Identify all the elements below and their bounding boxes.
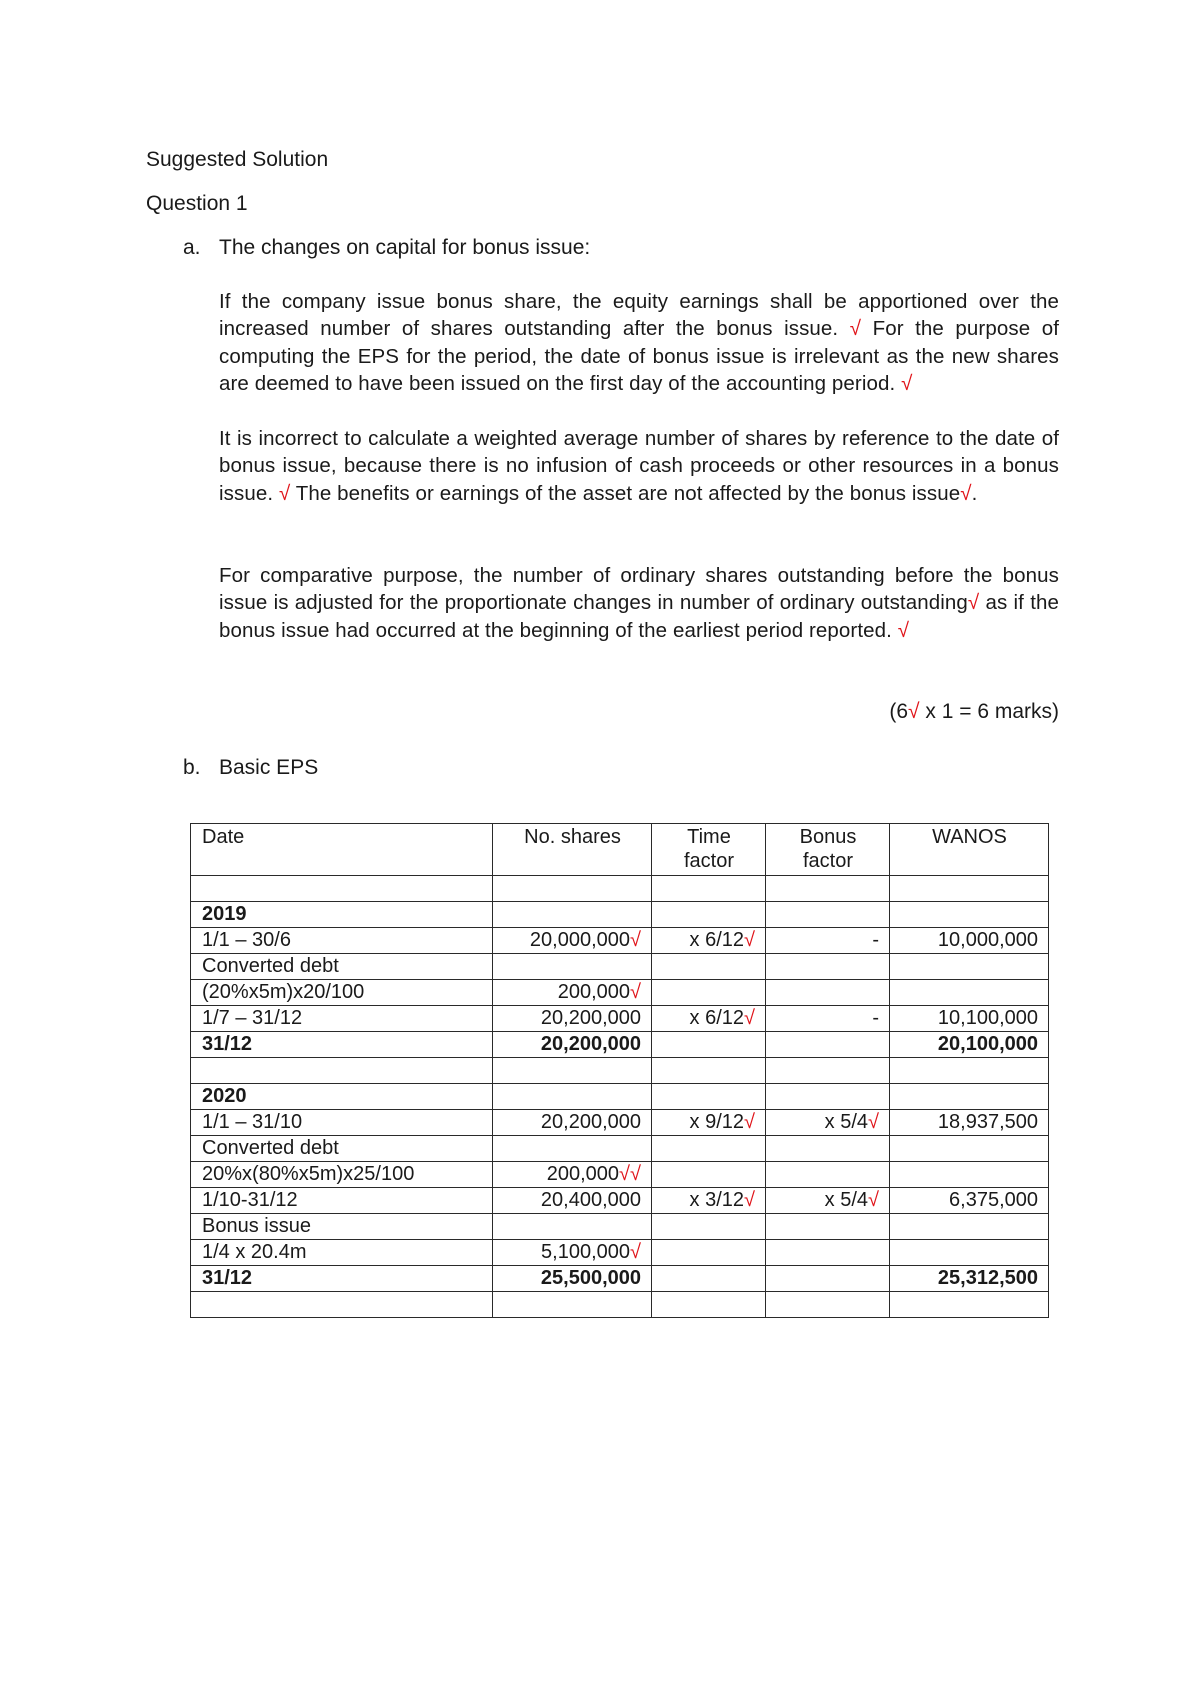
cell-bonus-factor bbox=[766, 1136, 890, 1162]
cell-value: x 3/12 bbox=[689, 1189, 745, 1211]
cell-value: 1/10-31/12 bbox=[202, 1189, 298, 1211]
cell-value: 2020 bbox=[202, 1085, 247, 1107]
cell-value: 20%x(80%x5m)x25/100 bbox=[202, 1163, 415, 1185]
cell-wanos bbox=[890, 1214, 1049, 1240]
cell-shares bbox=[493, 1058, 652, 1084]
cell-date bbox=[191, 1058, 493, 1084]
cell-value: 20,200,000 bbox=[540, 1033, 641, 1055]
tick-mark-icon: √ bbox=[630, 1241, 641, 1263]
cell-shares bbox=[493, 1084, 652, 1110]
cell-value: x 9/12 bbox=[689, 1111, 745, 1133]
cell-wanos bbox=[890, 1058, 1049, 1084]
cell-value: 1/4 x 20.4m bbox=[202, 1241, 307, 1263]
header-bonus-factor: Bonus factor bbox=[766, 824, 890, 876]
cell-bonus-factor bbox=[766, 1058, 890, 1084]
cell-wanos bbox=[890, 954, 1049, 980]
part-a-paragraph-2 bbox=[219, 425, 1059, 507]
cell-value: 31/12 bbox=[202, 1033, 253, 1055]
tick-mark-icon: √ bbox=[630, 1163, 641, 1185]
cell-value: 20,000,000 bbox=[529, 929, 631, 951]
cell-time-factor bbox=[652, 1006, 766, 1032]
cell-wanos bbox=[890, 1136, 1049, 1162]
cell-date bbox=[191, 902, 493, 928]
cell-shares bbox=[493, 954, 652, 980]
part-a-marks bbox=[889, 698, 1059, 725]
cell-value: 20,400,000 bbox=[540, 1189, 641, 1211]
cell-value: - bbox=[872, 929, 879, 951]
cell-wanos bbox=[890, 1084, 1049, 1110]
text-run: x 1 = 6 marks) bbox=[919, 700, 1059, 723]
table-row bbox=[191, 876, 1049, 902]
cell-time-factor bbox=[652, 1136, 766, 1162]
tick-mark-icon: √ bbox=[868, 1189, 879, 1211]
text-run: . bbox=[971, 481, 978, 505]
cell-date bbox=[191, 1136, 493, 1162]
cell-value: x 6/12 bbox=[689, 1007, 745, 1029]
cell-date bbox=[191, 1110, 493, 1136]
cell-value: Converted debt bbox=[202, 955, 339, 977]
cell-shares bbox=[493, 928, 652, 954]
table-row bbox=[191, 1214, 1049, 1240]
cell-time-factor bbox=[652, 1266, 766, 1292]
cell-wanos bbox=[890, 1006, 1049, 1032]
table-header-row bbox=[191, 824, 1049, 876]
cell-shares bbox=[493, 1162, 652, 1188]
cell-time-factor bbox=[652, 1110, 766, 1136]
cell-bonus-factor bbox=[766, 1188, 890, 1214]
cell-date bbox=[191, 876, 493, 902]
table-row bbox=[191, 954, 1049, 980]
cell-bonus-factor bbox=[766, 954, 890, 980]
cell-value: 10,000,000 bbox=[937, 929, 1038, 951]
cell-time-factor bbox=[652, 902, 766, 928]
cell-time-factor bbox=[652, 1240, 766, 1266]
cell-value: 1/1 – 30/6 bbox=[202, 929, 291, 951]
tick-mark-icon: √ bbox=[744, 1007, 755, 1029]
part-b-title: Basic EPS bbox=[219, 756, 319, 779]
cell-time-factor bbox=[652, 980, 766, 1006]
tick-mark-icon: √ bbox=[908, 700, 920, 723]
cell-shares bbox=[493, 876, 652, 902]
tick-mark-icon: √ bbox=[619, 1163, 631, 1185]
cell-date bbox=[191, 1162, 493, 1188]
cell-date bbox=[191, 1266, 493, 1292]
text-run: as if the bonus issue had occurred at the beginning of the earliest period reported. bbox=[219, 591, 1059, 642]
document-heading: Suggested Solution bbox=[146, 148, 329, 171]
cell-wanos bbox=[890, 1292, 1049, 1318]
cell-value: (20%x5m)x20/100 bbox=[202, 981, 365, 1003]
table-row bbox=[191, 1188, 1049, 1214]
cell-time-factor bbox=[652, 928, 766, 954]
cell-value: - bbox=[872, 1007, 879, 1029]
cell-shares bbox=[493, 1214, 652, 1240]
part-a-marker: a. bbox=[183, 236, 201, 259]
cell-value: Bonus issue bbox=[202, 1215, 311, 1237]
cell-bonus-factor bbox=[766, 902, 890, 928]
header-date: Date bbox=[191, 824, 493, 876]
cell-value: 20,200,000 bbox=[540, 1007, 641, 1029]
cell-time-factor bbox=[652, 1032, 766, 1058]
cell-value: 31/12 bbox=[202, 1267, 253, 1289]
cell-time-factor bbox=[652, 1214, 766, 1240]
cell-wanos bbox=[890, 1032, 1049, 1058]
header-no-shares: No. shares bbox=[493, 824, 652, 876]
tick-mark-icon: √ bbox=[744, 929, 755, 951]
header-time-factor: Time factor bbox=[652, 824, 766, 876]
header-wanos: WANOS bbox=[890, 824, 1049, 876]
tick-mark-icon: √ bbox=[897, 618, 910, 642]
cell-shares bbox=[493, 1032, 652, 1058]
cell-shares bbox=[493, 1240, 652, 1266]
table-row bbox=[191, 980, 1049, 1006]
cell-value: 20,200,000 bbox=[540, 1111, 641, 1133]
cell-shares bbox=[493, 1136, 652, 1162]
cell-value: 18,937,500 bbox=[937, 1111, 1038, 1133]
table-row bbox=[191, 1266, 1049, 1292]
cell-shares bbox=[493, 902, 652, 928]
tick-mark-icon: √ bbox=[744, 1111, 755, 1133]
text-run: (6 bbox=[889, 700, 909, 723]
cell-time-factor bbox=[652, 1084, 766, 1110]
cell-shares bbox=[493, 980, 652, 1006]
table-row bbox=[191, 1032, 1049, 1058]
cell-wanos bbox=[890, 1162, 1049, 1188]
cell-date bbox=[191, 1240, 493, 1266]
cell-value: x 6/12 bbox=[689, 929, 745, 951]
cell-bonus-factor bbox=[766, 1214, 890, 1240]
cell-value: 25,500,000 bbox=[540, 1267, 641, 1289]
tick-mark-icon: √ bbox=[849, 317, 862, 341]
cell-time-factor bbox=[652, 1058, 766, 1084]
cell-time-factor bbox=[652, 954, 766, 980]
cell-date bbox=[191, 1214, 493, 1240]
cell-date bbox=[191, 1292, 493, 1318]
cell-wanos bbox=[890, 1266, 1049, 1292]
tick-mark-icon: √ bbox=[960, 481, 972, 505]
cell-date bbox=[191, 1084, 493, 1110]
cell-wanos bbox=[890, 928, 1049, 954]
table-row bbox=[191, 1292, 1049, 1318]
text-run: For the purpose of computing the EPS for the period, the date of bonus issue is irrelevant as the new shares are deemed to have been issued on the first day of the accounting period. bbox=[219, 317, 1059, 395]
text-run: The benefits or earnings of the asset are not affected by the bonus issue bbox=[290, 481, 961, 505]
cell-date bbox=[191, 1188, 493, 1214]
cell-bonus-factor bbox=[766, 1162, 890, 1188]
cell-date bbox=[191, 980, 493, 1006]
table-row bbox=[191, 1084, 1049, 1110]
cell-time-factor bbox=[652, 1292, 766, 1318]
cell-value: 20,100,000 bbox=[937, 1033, 1038, 1055]
cell-bonus-factor bbox=[766, 928, 890, 954]
cell-wanos bbox=[890, 980, 1049, 1006]
table-row bbox=[191, 1136, 1049, 1162]
cell-value: 10,100,000 bbox=[937, 1007, 1038, 1029]
cell-time-factor bbox=[652, 876, 766, 902]
cell-shares bbox=[493, 1188, 652, 1214]
tick-mark-icon: √ bbox=[967, 591, 980, 615]
cell-value: 1/7 – 31/12 bbox=[202, 1007, 303, 1029]
cell-time-factor bbox=[652, 1162, 766, 1188]
tick-mark-icon: √ bbox=[868, 1111, 879, 1133]
part-b-marker: b. bbox=[183, 756, 201, 779]
cell-bonus-factor bbox=[766, 876, 890, 902]
text-run: For comparative purpose, the number of ordinary shares outstanding before the bonus issue is adjusted for the proportionate changes in number of ordinary outstanding bbox=[219, 564, 1059, 615]
cell-wanos bbox=[890, 1110, 1049, 1136]
table-row bbox=[191, 902, 1049, 928]
cell-shares bbox=[493, 1266, 652, 1292]
cell-date bbox=[191, 1006, 493, 1032]
cell-time-factor bbox=[652, 1188, 766, 1214]
cell-value: 1/1 – 31/10 bbox=[202, 1111, 303, 1133]
cell-value: x 5/4 bbox=[824, 1111, 869, 1133]
table-row bbox=[191, 1240, 1049, 1266]
cell-wanos bbox=[890, 876, 1049, 902]
cell-value: x 5/4 bbox=[824, 1189, 869, 1211]
cell-shares bbox=[493, 1292, 652, 1318]
cell-bonus-factor bbox=[766, 1292, 890, 1318]
question-title: Question 1 bbox=[146, 192, 248, 215]
cell-value: 2019 bbox=[202, 903, 247, 925]
cell-value: 200,000 bbox=[546, 1163, 620, 1185]
cell-date bbox=[191, 1032, 493, 1058]
cell-bonus-factor bbox=[766, 1006, 890, 1032]
tick-mark-icon: √ bbox=[744, 1189, 755, 1211]
basic-eps-table bbox=[190, 823, 1049, 1318]
cell-date bbox=[191, 928, 493, 954]
cell-bonus-factor bbox=[766, 1032, 890, 1058]
cell-wanos bbox=[890, 1240, 1049, 1266]
table-body bbox=[191, 876, 1049, 1318]
cell-value: 6,375,000 bbox=[949, 1189, 1038, 1211]
cell-value: 5,100,000 bbox=[541, 1241, 631, 1263]
tick-mark-icon: √ bbox=[630, 929, 641, 951]
part-a-paragraph-1 bbox=[219, 288, 1059, 397]
cell-bonus-factor bbox=[766, 1240, 890, 1266]
cell-shares bbox=[493, 1006, 652, 1032]
table-row bbox=[191, 1110, 1049, 1136]
cell-value: Converted debt bbox=[202, 1137, 339, 1159]
tick-mark-icon: √ bbox=[630, 981, 641, 1003]
cell-bonus-factor bbox=[766, 1084, 890, 1110]
table-row bbox=[191, 1162, 1049, 1188]
part-a-paragraph-3 bbox=[219, 562, 1059, 644]
part-a-title: The changes on capital for bonus issue: bbox=[219, 236, 591, 259]
tick-mark-icon: √ bbox=[901, 371, 913, 395]
cell-wanos bbox=[890, 1188, 1049, 1214]
cell-bonus-factor bbox=[766, 980, 890, 1006]
cell-date bbox=[191, 954, 493, 980]
table-row bbox=[191, 1058, 1049, 1084]
cell-wanos bbox=[890, 902, 1049, 928]
cell-value: 25,312,500 bbox=[937, 1267, 1038, 1289]
table-row bbox=[191, 1006, 1049, 1032]
cell-value: 200,000 bbox=[557, 981, 631, 1003]
table-row bbox=[191, 928, 1049, 954]
text-run: If the company issue bonus share, the equity earnings shall be apportioned over the increased number of shares outstanding after the bonus issue. bbox=[219, 290, 1059, 341]
tick-mark-icon: √ bbox=[278, 481, 291, 505]
cell-bonus-factor bbox=[766, 1110, 890, 1136]
text-run: It is incorrect to calculate a weighted average number of shares by reference to the date of bonus issue, because there is no infusion of cash proceeds or other resources in a bonus issue. bbox=[219, 427, 1059, 505]
cell-shares bbox=[493, 1110, 652, 1136]
cell-bonus-factor bbox=[766, 1266, 890, 1292]
